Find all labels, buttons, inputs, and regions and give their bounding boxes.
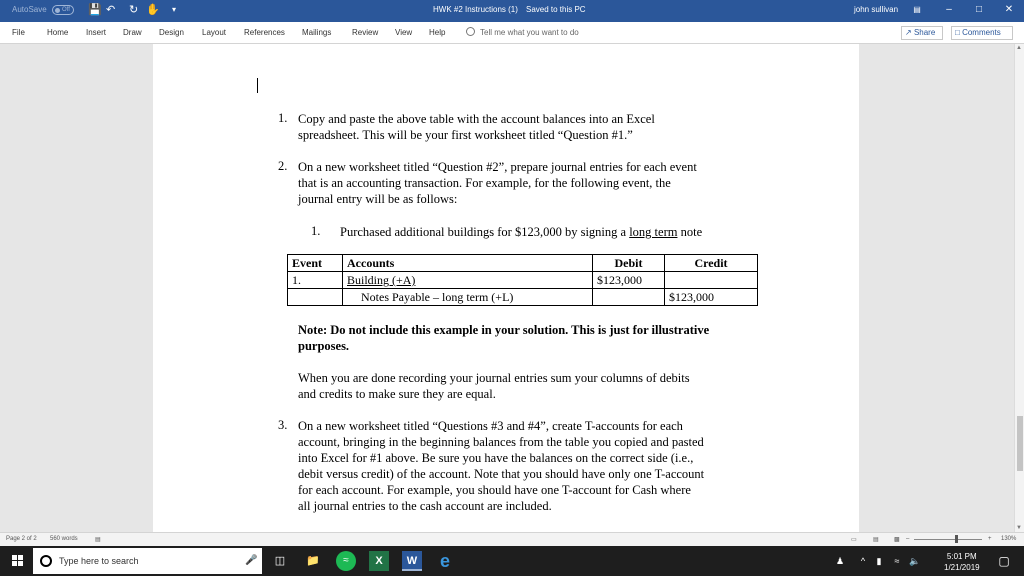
example-number: 1. [311, 224, 321, 238]
text-line: for each account. For example, you should have one T-account for Cash where [298, 483, 691, 497]
share-icon: ↗ [905, 28, 912, 37]
zoom-slider[interactable] [914, 539, 982, 540]
save-icon[interactable]: 💾 [88, 4, 102, 16]
table-header-debit: Debit [593, 255, 665, 272]
scrollbar-thumb[interactable] [1017, 416, 1023, 471]
table-cell: $123,000 [593, 272, 665, 289]
table-header-row [288, 255, 758, 272]
text-line: into Excel for #1 above. Be sure you have the balances on the correct side (i.e., [298, 451, 694, 465]
table-cell [593, 289, 665, 306]
battery-icon[interactable]: ▮ [876, 556, 882, 566]
web-layout-icon[interactable]: ▩ [894, 537, 900, 543]
taskbar-search-placeholder: Type here to search [59, 556, 139, 566]
tab-design[interactable]: Design [159, 28, 184, 37]
autosave-label: AutoSave [12, 5, 47, 14]
zoom-level[interactable]: 130% [1001, 536, 1017, 542]
tab-mailings[interactable]: Mailings [302, 28, 332, 37]
comment-icon: □ [955, 28, 960, 37]
word-icon[interactable]: W [402, 551, 422, 571]
save-status: Saved to this PC [526, 5, 586, 14]
table-cell [665, 272, 758, 289]
proofing-icon[interactable]: ▤ [95, 537, 101, 543]
example-underlined-text: long term [629, 225, 678, 239]
zoom-slider-thumb[interactable] [955, 535, 958, 543]
tab-help[interactable]: Help [429, 28, 446, 37]
user-name[interactable]: john sullivan [854, 5, 899, 14]
spotify-icon[interactable]: ≈ [336, 551, 356, 571]
wifi-icon[interactable]: ≈ [894, 556, 900, 566]
text-line: all journal entries to the cash account are included. [298, 499, 552, 513]
ribbon-tabs [0, 22, 1024, 44]
task-view-icon[interactable]: ◫ [274, 555, 286, 567]
table-header-credit: Credit [665, 255, 758, 272]
search-icon[interactable] [466, 27, 475, 36]
notification-center-icon[interactable]: ▢ [998, 554, 1010, 568]
text-line: and credits to make sure they are equal. [298, 387, 496, 401]
vertical-scrollbar[interactable] [1014, 44, 1024, 532]
text-line: debit versus credit) of the account. Note that you should have only one T-account [298, 467, 705, 481]
table-header-accounts: Accounts [343, 255, 593, 272]
microphone-icon[interactable]: 🎤 [245, 555, 258, 566]
title-bar [0, 0, 1024, 22]
note-paragraph[interactable] [298, 322, 709, 354]
taskbar-search-box[interactable] [33, 548, 262, 574]
minimize-button[interactable]: – [946, 4, 952, 15]
read-mode-icon[interactable]: ▭ [851, 537, 857, 543]
table-cell: $123,000 [665, 289, 758, 306]
windows-taskbar [0, 546, 1024, 576]
sum-paragraph[interactable] [298, 370, 690, 402]
table-cell: Notes Payable – long term (+L) [343, 289, 593, 306]
system-clock[interactable] [944, 551, 980, 573]
example-text-end: note [680, 225, 703, 239]
text-line: Copy and paste the above table with the account balances into an Excel [298, 112, 655, 126]
table-cell: 1. [288, 272, 343, 289]
text-line: On a new worksheet titled “Questions #3 and #4”, create T-accounts for each [298, 419, 683, 433]
autosave-toggle[interactable]: Off [52, 5, 74, 15]
text-line: purposes. [298, 339, 350, 353]
table-cell: Building (+A) [343, 272, 593, 289]
tell-me-search[interactable]: Tell me what you want to do [480, 28, 579, 37]
scroll-down-icon[interactable]: ▼ [1016, 525, 1022, 531]
example-paragraph[interactable] [340, 224, 702, 240]
journal-entry-table[interactable] [287, 254, 758, 306]
tab-layout[interactable]: Layout [202, 28, 227, 37]
clock-date: 1/21/2019 [944, 563, 980, 572]
volume-icon[interactable]: 🔈 [909, 556, 921, 566]
undo-icon[interactable]: ↶ [106, 4, 116, 16]
table-header-event: Event [288, 255, 343, 272]
table-row [288, 272, 758, 289]
text-line: account, bringing in the beginning balances from the table you copied and pasted [298, 435, 704, 449]
tab-view[interactable]: View [395, 28, 413, 37]
zoom-out-button[interactable]: – [906, 536, 910, 542]
comments-label: Comments [962, 28, 1001, 37]
text-line: Note: Do not include this example in your solution. This is just for illustrative [298, 323, 710, 337]
tab-draw[interactable]: Draw [123, 28, 142, 37]
tab-home[interactable]: Home [47, 28, 69, 37]
comments-button[interactable] [951, 26, 1013, 40]
maximize-button[interactable]: □ [975, 4, 983, 15]
word-count[interactable]: 560 words [50, 536, 78, 542]
page-count[interactable]: Page 2 of 2 [6, 536, 37, 542]
tab-insert[interactable]: Insert [86, 28, 107, 37]
text-line: On a new worksheet titled “Question #2”, prepare journal entries for each event [298, 160, 697, 174]
print-layout-icon[interactable]: ▤ [873, 537, 879, 543]
table-row [288, 289, 758, 306]
item-2-paragraph[interactable] [298, 159, 697, 207]
text-line: journal entry will be as follows: [298, 192, 458, 206]
example-text: Purchased additional buildings for $123,000 by signing a [340, 225, 627, 239]
scroll-up-icon[interactable]: ▲ [1016, 45, 1022, 51]
clock-time: 5:01 PM [946, 552, 977, 561]
item-1-paragraph[interactable] [298, 111, 655, 143]
close-button[interactable]: ✕ [1004, 4, 1014, 15]
list-number-3: 3. [278, 418, 288, 432]
show-hidden-icons-button[interactable]: ^ [860, 556, 866, 566]
excel-icon[interactable]: X [369, 551, 389, 571]
text-cursor [257, 78, 258, 93]
edge-icon[interactable]: e [439, 551, 450, 571]
cortana-icon [40, 555, 52, 567]
touch-mode-icon[interactable]: ✋ [146, 4, 160, 16]
share-label: Share [913, 28, 936, 37]
customize-quick-access-icon[interactable]: ▾ [172, 5, 177, 14]
ribbon-display-options-icon[interactable]: ▤ [913, 5, 921, 14]
zoom-in-button[interactable]: + [988, 536, 992, 542]
tab-file[interactable]: File [12, 28, 25, 37]
list-number-2: 2. [278, 159, 288, 173]
file-explorer-icon[interactable]: 📁 [306, 555, 320, 567]
people-icon[interactable]: ♟ [835, 556, 845, 566]
status-bar [0, 532, 1024, 546]
redo-icon[interactable]: ↻ [129, 4, 139, 16]
list-number-1: 1. [278, 111, 288, 125]
item-3-paragraph[interactable] [298, 418, 704, 514]
tab-review[interactable]: Review [352, 28, 379, 37]
text-line: spreadsheet. This will be your first worksheet titled “Question #1.” [298, 128, 633, 142]
text-line: that is an accounting transaction. For example, for the following event, the [298, 176, 671, 190]
table-cell [288, 289, 343, 306]
tab-references[interactable]: References [244, 28, 285, 37]
windows-start-icon[interactable] [12, 555, 24, 567]
document-title: HWK #2 Instructions (1) [433, 5, 518, 14]
text-line: When you are done recording your journal entries sum your columns of debits [298, 371, 690, 385]
share-button[interactable] [901, 26, 943, 40]
